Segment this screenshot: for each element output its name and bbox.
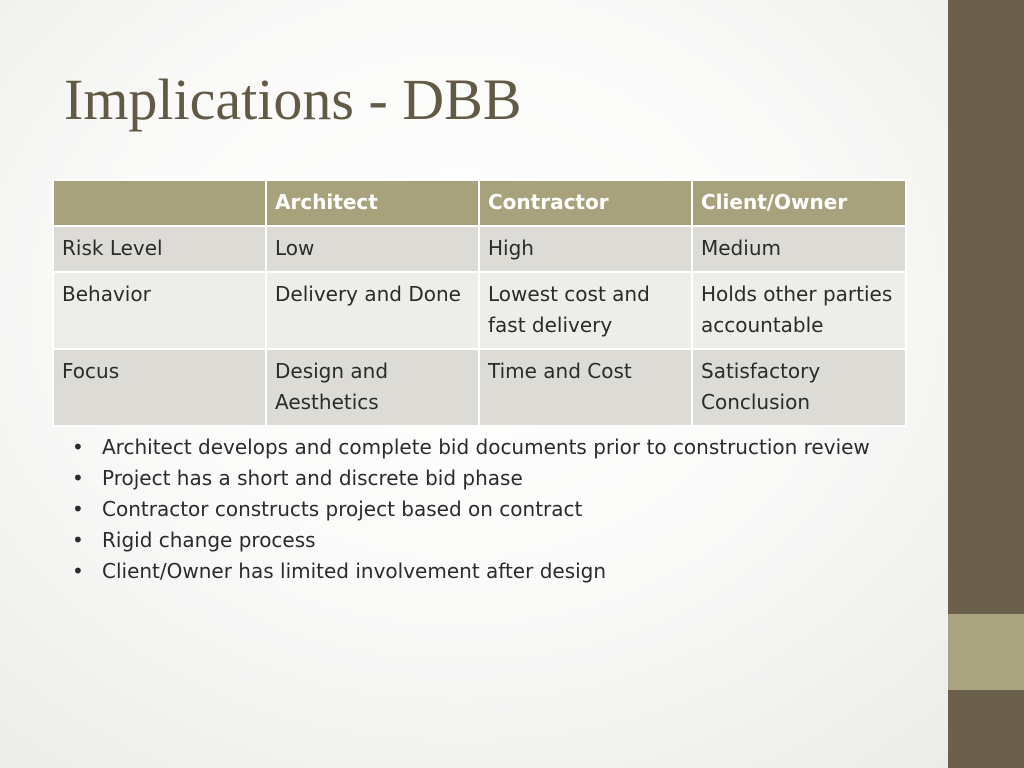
list-item-text: Architect develops and complete bid documents prior to construction review <box>102 435 870 459</box>
table-cell: Satisfactory Conclusion <box>692 349 906 426</box>
header-cell-client-owner: Client/Owner <box>692 180 906 226</box>
bullet-icon: • <box>72 466 84 490</box>
header-cell-contractor: Contractor <box>479 180 692 226</box>
table-cell: Lowest cost and fast delivery <box>479 272 692 349</box>
list-item <box>70 556 940 587</box>
bullet-icon: • <box>72 497 84 521</box>
comparison-table <box>52 179 907 427</box>
list-item <box>70 463 940 494</box>
table-row <box>53 272 906 349</box>
header-cell-architect: Architect <box>266 180 479 226</box>
slide-sidebar <box>948 0 1024 768</box>
table-cell: Design and Aesthetics <box>266 349 479 426</box>
header-cell-empty <box>53 180 266 226</box>
bullet-icon: • <box>72 528 84 552</box>
bullet-icon: • <box>72 559 84 583</box>
slide-title: Implications - DBB <box>64 67 522 132</box>
table-cell: Medium <box>692 226 906 272</box>
table-cell: Delivery and Done <box>266 272 479 349</box>
table-row <box>53 349 906 426</box>
list-item-text: Contractor constructs project based on contract <box>102 497 583 521</box>
bullet-icon: • <box>72 435 84 459</box>
table-cell: Time and Cost <box>479 349 692 426</box>
table-header-row <box>53 180 906 226</box>
list-item-text: Client/Owner has limited involvement after design <box>102 559 607 583</box>
table-cell: Low <box>266 226 479 272</box>
list-item <box>70 494 940 525</box>
sidebar-accent-block <box>948 614 1024 690</box>
table-cell: Risk Level <box>53 226 266 272</box>
table-cell: Holds other parties accountable <box>692 272 906 349</box>
table-cell: Focus <box>53 349 266 426</box>
list-item-text: Project has a short and discrete bid phase <box>102 466 523 490</box>
list-item <box>70 525 940 556</box>
table-cell: High <box>479 226 692 272</box>
list-item-text: Rigid change process <box>102 528 316 552</box>
table-row <box>53 226 906 272</box>
table-cell: Behavior <box>53 272 266 349</box>
list-item <box>70 432 940 463</box>
bullet-list <box>70 432 940 587</box>
